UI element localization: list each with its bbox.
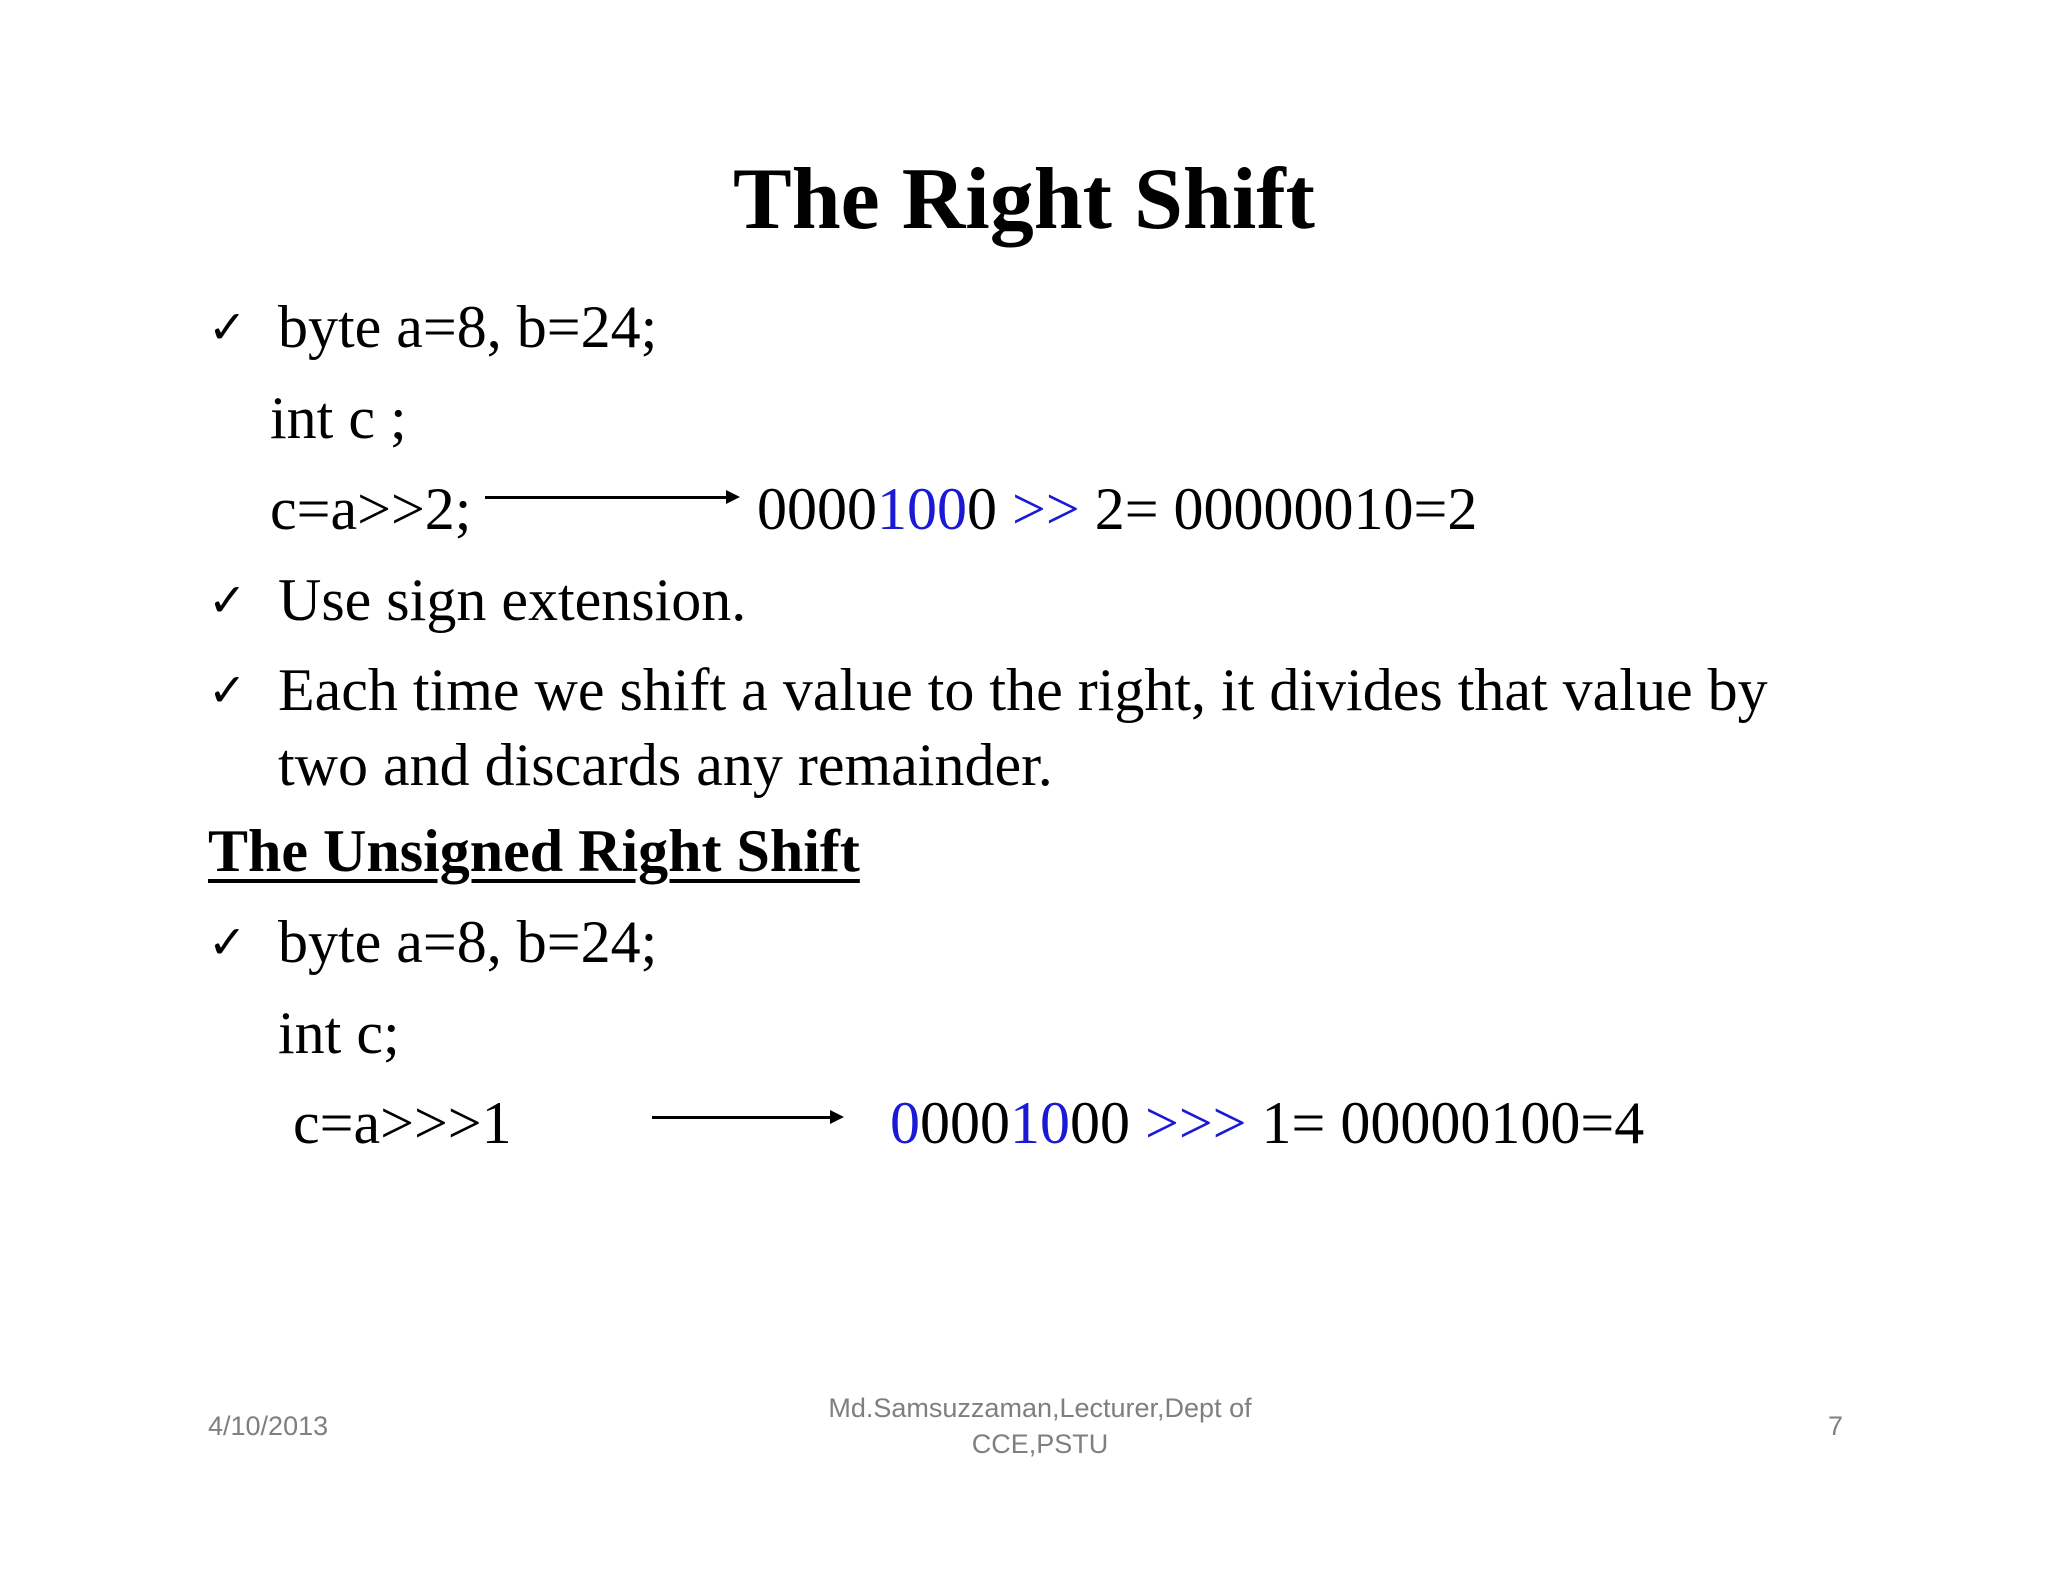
bullet-sign-extension: Use sign extension.	[278, 567, 747, 633]
footer-date: 4/10/2013	[208, 1411, 329, 1441]
binary-expression-2: 00001000 >>> 1= 00000100=4	[890, 1090, 1645, 1156]
code-line-right-shift: c=a>>2;	[270, 476, 472, 542]
code-line-unsigned-shift: c=a>>>1	[293, 1090, 512, 1156]
bullet-divide-line2: two and discards any remainder.	[278, 732, 1053, 798]
checkmark-icon: ✓	[208, 300, 247, 354]
unsigned-right-shift-heading: The Unsigned Right Shift	[208, 818, 860, 884]
int-declaration-2: int c;	[278, 1000, 400, 1066]
arrow-icon	[485, 496, 728, 499]
footer-page-number: 7	[1828, 1411, 1844, 1441]
checkmark-icon: ✓	[208, 663, 247, 717]
int-declaration: int c ;	[270, 385, 407, 451]
bullet-divide-line1: Each time we shift a value to the right, it divides that value by	[278, 657, 1768, 723]
slide-title: The Right Shift	[733, 151, 1315, 248]
checkmark-icon: ✓	[208, 573, 247, 627]
footer-author	[760, 1390, 1320, 1462]
arrow-icon	[652, 1116, 832, 1119]
footer-author-line1: Md.Samsuzzaman,Lecturer,Dept of	[828, 1393, 1252, 1423]
checkmark-icon: ✓	[208, 915, 247, 969]
footer-author-line2: CCE,PSTU	[971, 1429, 1109, 1459]
bullet-byte-declaration: byte a=8, b=24;	[278, 294, 658, 360]
bullet-byte-declaration-2: byte a=8, b=24;	[278, 909, 658, 975]
binary-expression: 00001000 >> 2= 00000010=2	[757, 476, 1478, 542]
